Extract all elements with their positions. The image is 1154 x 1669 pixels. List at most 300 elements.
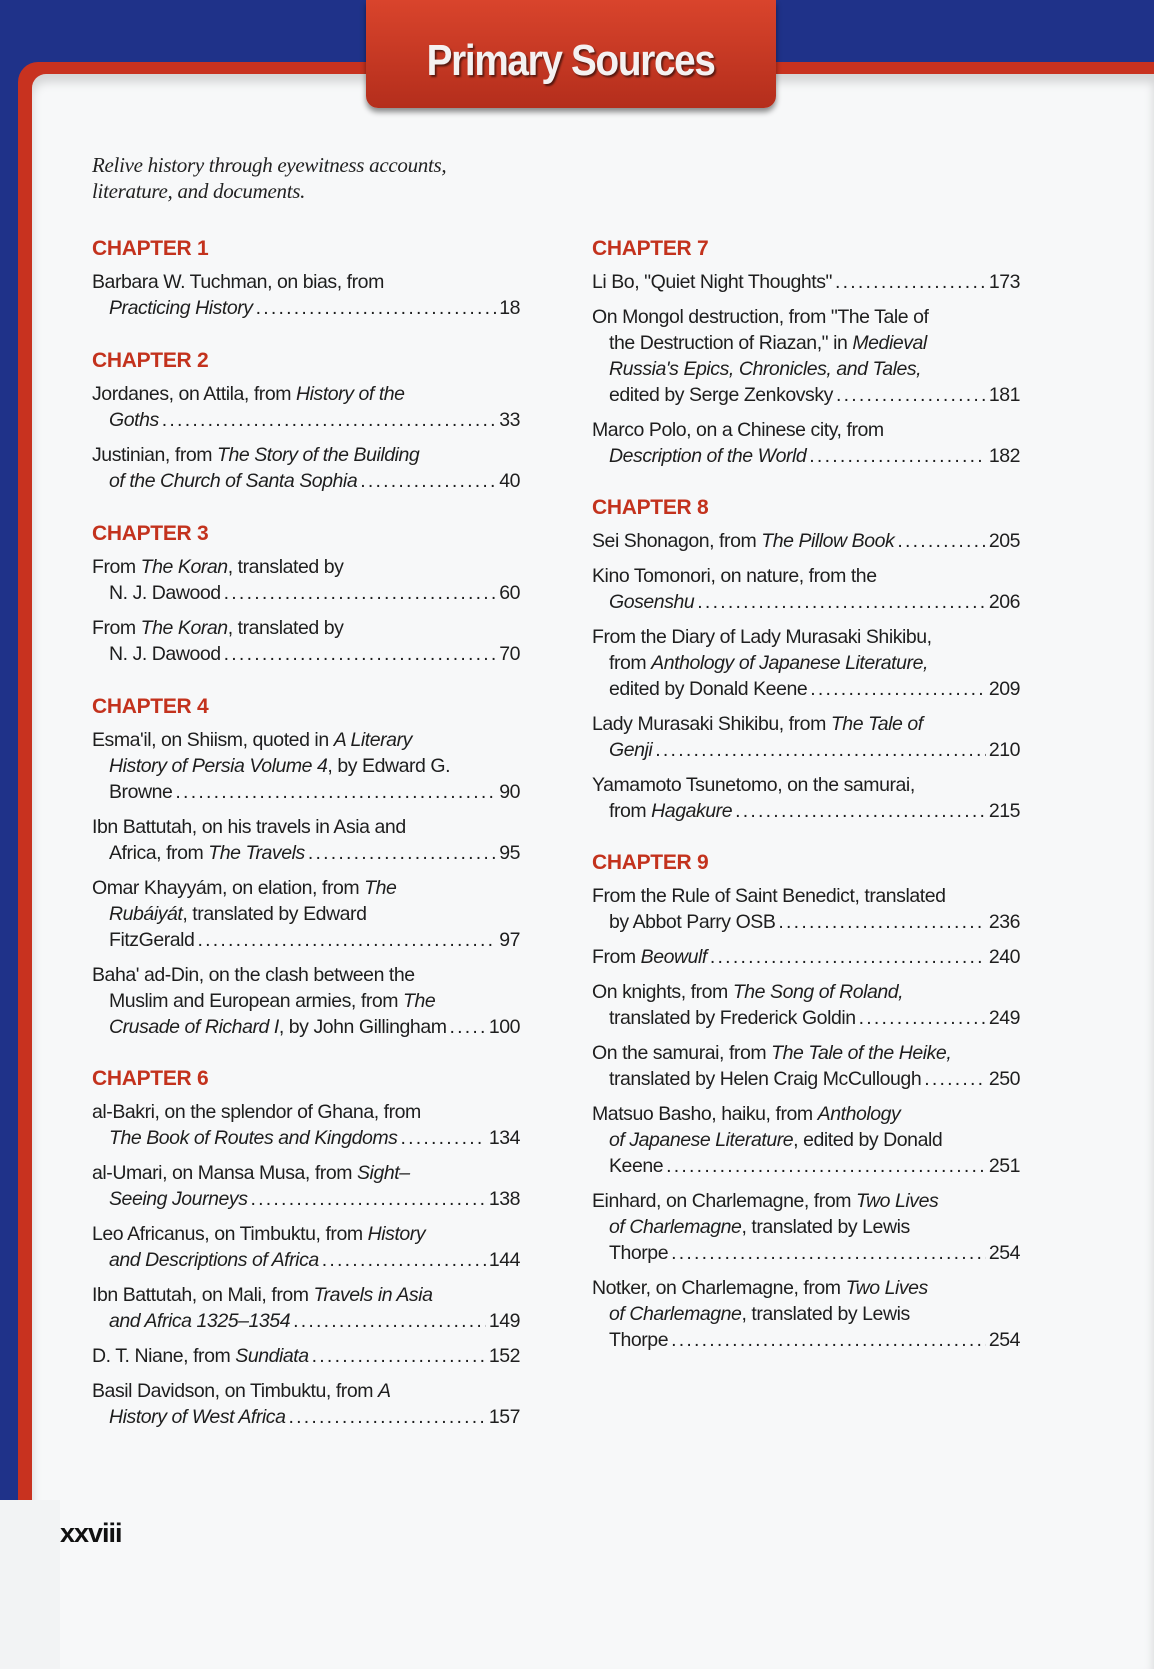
entry-text bbox=[609, 676, 807, 702]
entry-title-italic: and Africa 1325–1354 bbox=[109, 1310, 291, 1332]
entry-line bbox=[92, 840, 520, 866]
toc-entry[interactable] bbox=[592, 711, 1020, 763]
entry-title-italic: Gosenshu bbox=[609, 591, 695, 613]
intro-text bbox=[92, 152, 446, 204]
dot-leader bbox=[360, 468, 496, 494]
entry-text bbox=[92, 1099, 421, 1125]
entry-line bbox=[592, 1101, 1020, 1127]
entry-text bbox=[609, 1327, 668, 1353]
dot-leader bbox=[293, 1308, 486, 1334]
toc-entry[interactable] bbox=[92, 615, 520, 667]
entry-text-segment: Marco Polo, on a Chinese city, from bbox=[592, 419, 884, 441]
entry-text bbox=[592, 883, 946, 909]
entry-text-segment: translated by Helen Craig McCullough bbox=[609, 1068, 922, 1090]
entry-line bbox=[592, 304, 1020, 330]
entry-line bbox=[92, 468, 520, 494]
chapter-heading: CHAPTER 3 bbox=[92, 522, 209, 545]
chapter-heading: CHAPTER 8 bbox=[592, 496, 709, 519]
entry-line bbox=[592, 563, 1020, 589]
entry-text bbox=[609, 1127, 942, 1153]
toc-entry[interactable] bbox=[92, 727, 520, 805]
toc-entry[interactable] bbox=[592, 563, 1020, 615]
toc-entry[interactable] bbox=[592, 417, 1020, 469]
entry-text bbox=[609, 589, 694, 615]
chapter-section bbox=[92, 695, 520, 1049]
entry-title-italic: The Book of Routes and Kingdoms bbox=[109, 1127, 398, 1149]
entry-title-italic: of Charlemagne bbox=[609, 1216, 742, 1238]
toc-entry[interactable] bbox=[92, 962, 520, 1040]
toc-entry[interactable] bbox=[592, 772, 1020, 824]
entry-page-number: 157 bbox=[488, 1406, 520, 1428]
entry-line bbox=[592, 883, 1020, 909]
toc-entry[interactable] bbox=[92, 814, 520, 866]
entry-page-number: 236 bbox=[988, 911, 1020, 933]
entry-line bbox=[92, 407, 520, 433]
entry-title-italic: A Literary bbox=[333, 729, 412, 751]
entry-line bbox=[592, 269, 1020, 295]
entry-text bbox=[592, 1101, 900, 1127]
entry-text bbox=[109, 779, 172, 805]
dot-leader bbox=[671, 1327, 986, 1353]
entry-text-segment: From the Diary of Lady Murasaki Shikibu, bbox=[592, 626, 932, 648]
entry-text bbox=[609, 330, 927, 356]
entry-line bbox=[592, 711, 1020, 737]
toc-entry[interactable] bbox=[92, 875, 520, 953]
entry-line bbox=[92, 615, 520, 641]
dot-leader bbox=[450, 1014, 486, 1040]
entry-line bbox=[592, 1240, 1020, 1266]
entry-text bbox=[609, 798, 732, 824]
entry-text-segment: Ibn Battutah, on Mali, from bbox=[92, 1284, 314, 1306]
chapter-section bbox=[92, 522, 520, 676]
entry-title-italic: Goths bbox=[109, 409, 159, 431]
entry-text-segment: Keene bbox=[609, 1155, 664, 1177]
dot-leader bbox=[251, 1186, 486, 1212]
entry-line bbox=[592, 979, 1020, 1005]
entry-title-italic: The Song of Roland, bbox=[732, 981, 904, 1003]
entry-text bbox=[92, 1343, 309, 1369]
dot-leader bbox=[671, 1240, 986, 1266]
entry-text bbox=[109, 407, 159, 433]
entry-title-italic: of the Church of Santa Sophia bbox=[109, 470, 358, 492]
dot-leader bbox=[308, 840, 496, 866]
toc-entry[interactable] bbox=[592, 624, 1020, 702]
entry-line bbox=[592, 1040, 1020, 1066]
entry-text-segment: Muslim and European armies, from bbox=[109, 990, 404, 1012]
entry-text bbox=[92, 1282, 432, 1308]
entry-line bbox=[92, 269, 520, 295]
entry-line bbox=[592, 443, 1020, 469]
entry-line bbox=[92, 779, 520, 805]
entry-line bbox=[592, 944, 1020, 970]
dot-leader bbox=[859, 1005, 986, 1031]
entry-text-segment: Lady Murasaki Shikibu, from bbox=[592, 713, 831, 735]
entry-text-segment: , by Edward G. bbox=[327, 755, 451, 777]
entry-text bbox=[609, 650, 928, 676]
entry-text-segment: From the Rule of Saint Benedict, translated bbox=[592, 885, 946, 907]
entry-text-segment: Notker, on Charlemagne, from bbox=[592, 1277, 846, 1299]
toc-entry[interactable] bbox=[92, 381, 520, 433]
entry-line bbox=[92, 295, 520, 321]
entry-text bbox=[109, 580, 221, 606]
entry-text bbox=[92, 1221, 425, 1247]
dot-leader bbox=[224, 641, 497, 667]
entry-line bbox=[92, 1282, 520, 1308]
entry-text bbox=[609, 1214, 910, 1240]
entry-text bbox=[609, 1005, 856, 1031]
toc-entry[interactable] bbox=[92, 1343, 520, 1369]
entry-text-segment: , translated by Lewis bbox=[741, 1216, 910, 1238]
entry-title-italic: The Koran bbox=[140, 617, 228, 639]
entry-title-italic: Sundiata bbox=[235, 1345, 309, 1367]
dot-leader bbox=[735, 798, 986, 824]
entry-line bbox=[92, 927, 520, 953]
entry-title-italic: Sight– bbox=[357, 1162, 410, 1184]
entry-line bbox=[92, 1160, 520, 1186]
entry-line bbox=[92, 753, 520, 779]
dot-leader bbox=[924, 1066, 986, 1092]
entry-line bbox=[92, 1378, 520, 1404]
chapter-heading: CHAPTER 9 bbox=[592, 851, 709, 874]
entry-text bbox=[109, 1125, 397, 1151]
entry-text bbox=[609, 909, 775, 935]
entry-text-segment: Ibn Battutah, on his travels in Asia and bbox=[92, 816, 406, 838]
entry-line bbox=[592, 1214, 1020, 1240]
entry-text-segment: Justinian, from bbox=[92, 444, 218, 466]
entry-page-number: 95 bbox=[499, 842, 520, 864]
dot-leader bbox=[697, 589, 986, 615]
entry-page-number: 18 bbox=[499, 297, 520, 319]
entry-text bbox=[92, 615, 343, 641]
entry-title-italic: Two Lives bbox=[855, 1190, 939, 1212]
entry-text bbox=[109, 753, 450, 779]
entry-text-segment: On knights, from bbox=[592, 981, 733, 1003]
entry-line bbox=[592, 330, 1020, 356]
entry-title-italic: A bbox=[378, 1380, 391, 1402]
dot-leader bbox=[162, 407, 496, 433]
entry-line bbox=[92, 554, 520, 580]
chapter-section bbox=[592, 496, 1020, 833]
entry-text-segment: Leo Africanus, on Timbuktu, from bbox=[92, 1223, 368, 1245]
entry-text-segment: al-Umari, on Mansa Musa, from bbox=[92, 1162, 357, 1184]
entry-text-segment: , translated by bbox=[227, 556, 344, 578]
entry-text bbox=[109, 641, 221, 667]
entry-line bbox=[592, 1066, 1020, 1092]
entry-line bbox=[592, 589, 1020, 615]
entry-text-segment: , by John Gillingham bbox=[278, 1016, 447, 1038]
entry-line bbox=[592, 772, 1020, 798]
dot-leader bbox=[400, 1125, 485, 1151]
entry-text bbox=[609, 737, 652, 763]
entry-page-number: 149 bbox=[488, 1310, 520, 1332]
entry-title-italic: Seeing Journeys bbox=[109, 1188, 248, 1210]
entry-page-number: 254 bbox=[988, 1242, 1020, 1264]
entry-text-segment: the Destruction of Riazan," in bbox=[609, 332, 853, 354]
entry-page-number: 251 bbox=[988, 1155, 1020, 1177]
entry-text-segment: by Abbot Parry OSB bbox=[609, 911, 776, 933]
entry-text bbox=[592, 528, 894, 554]
entry-line bbox=[92, 1247, 520, 1273]
entry-title-italic: History of the bbox=[296, 383, 405, 405]
entry-title-italic: Rubáiyát bbox=[109, 903, 183, 925]
entry-page-number: 173 bbox=[988, 271, 1020, 293]
dot-leader bbox=[836, 382, 986, 408]
entry-text bbox=[92, 269, 384, 295]
entry-line bbox=[92, 580, 520, 606]
toc-entry[interactable] bbox=[592, 304, 1020, 408]
toc-entry[interactable] bbox=[592, 1101, 1020, 1179]
entry-line bbox=[92, 1221, 520, 1247]
toc-entry[interactable] bbox=[592, 1188, 1020, 1266]
entry-title-italic: Travels in Asia bbox=[313, 1284, 433, 1306]
entry-title-italic: The bbox=[403, 990, 436, 1012]
entry-text-segment: From bbox=[92, 556, 141, 578]
entry-title-italic: The Tale of bbox=[830, 713, 923, 735]
entry-text bbox=[609, 1301, 910, 1327]
toc-entry[interactable] bbox=[92, 554, 520, 606]
entry-page-number: 250 bbox=[988, 1068, 1020, 1090]
entry-line bbox=[92, 442, 520, 468]
toc-entry[interactable] bbox=[92, 1378, 520, 1430]
entry-line bbox=[592, 798, 1020, 824]
dot-leader bbox=[810, 676, 986, 702]
dot-leader bbox=[897, 528, 986, 554]
entry-text-segment: from bbox=[609, 800, 652, 822]
entry-title-italic: The bbox=[364, 877, 397, 899]
dot-leader bbox=[710, 944, 986, 970]
toc-entry[interactable] bbox=[592, 944, 1020, 970]
entry-text bbox=[109, 1404, 285, 1430]
entry-line bbox=[92, 1308, 520, 1334]
entry-text-segment: Jordanes, on Attila, from bbox=[92, 383, 296, 405]
chapter-heading: CHAPTER 2 bbox=[92, 349, 209, 372]
chapter-heading: CHAPTER 6 bbox=[92, 1067, 209, 1090]
entry-text-segment: From bbox=[592, 946, 641, 968]
toc-entry[interactable] bbox=[592, 1275, 1020, 1353]
entry-text bbox=[109, 1308, 290, 1334]
entry-line bbox=[92, 1343, 520, 1369]
entry-page-number: 40 bbox=[499, 470, 520, 492]
entry-page-number: 206 bbox=[988, 591, 1020, 613]
dot-leader bbox=[655, 737, 986, 763]
entry-line bbox=[92, 901, 520, 927]
entry-title-italic: Anthology of Japanese Literature, bbox=[651, 652, 928, 674]
entry-page-number: 90 bbox=[499, 781, 520, 803]
entry-title-italic: Description of the World bbox=[609, 445, 807, 467]
entry-line bbox=[592, 1127, 1020, 1153]
entry-text bbox=[109, 1186, 248, 1212]
entry-text bbox=[92, 814, 406, 840]
entry-text-segment: N. J. Dawood bbox=[109, 582, 221, 604]
entry-title-italic: History of West Africa bbox=[109, 1406, 286, 1428]
entry-line bbox=[92, 1014, 520, 1040]
entry-page-number: 152 bbox=[488, 1345, 520, 1367]
toc-entry[interactable] bbox=[92, 1221, 520, 1273]
entry-page-number: 215 bbox=[988, 800, 1020, 822]
entry-text bbox=[109, 901, 367, 927]
entry-text-segment: FitzGerald bbox=[109, 929, 195, 951]
entry-text-segment: Kino Tomonori, on nature, from the bbox=[592, 565, 877, 587]
intro-line: Relive history through eyewitness accounts, bbox=[92, 153, 447, 177]
dot-leader bbox=[175, 779, 496, 805]
entry-page-number: 70 bbox=[499, 643, 520, 665]
entry-text-segment: Browne bbox=[109, 781, 173, 803]
entry-title-italic: Russia's Epics, Chronicles, and Tales, bbox=[609, 358, 922, 380]
entry-text bbox=[592, 624, 932, 650]
toc-entry[interactable] bbox=[92, 1099, 520, 1151]
entry-title-italic: Two Lives bbox=[845, 1277, 928, 1299]
entry-text bbox=[592, 979, 903, 1005]
page-title: Primary Sources bbox=[427, 36, 715, 85]
entry-title-italic: The Pillow Book bbox=[761, 530, 895, 552]
entry-text bbox=[592, 944, 707, 970]
entry-title-italic: and Descriptions of Africa bbox=[109, 1249, 319, 1271]
dot-leader bbox=[224, 580, 497, 606]
entry-text-segment: , translated by Edward bbox=[182, 903, 367, 925]
entry-page-number: 182 bbox=[988, 445, 1020, 467]
entry-text bbox=[109, 1247, 319, 1273]
entry-page-number: 100 bbox=[488, 1016, 520, 1038]
entry-line bbox=[92, 988, 520, 1014]
dot-leader bbox=[197, 927, 496, 953]
entry-text-segment: Barbara W. Tuchman, on bias, from bbox=[92, 271, 384, 293]
entry-text bbox=[109, 988, 435, 1014]
entry-text bbox=[592, 417, 884, 443]
entry-text-segment: From bbox=[92, 617, 141, 639]
chapter-section bbox=[92, 349, 520, 503]
entry-text-segment: On the samurai, from bbox=[592, 1042, 772, 1064]
toc-entry[interactable] bbox=[592, 1040, 1020, 1092]
entry-text-segment: edited by Donald Keene bbox=[609, 678, 808, 700]
entry-text-segment: from bbox=[609, 652, 652, 674]
entry-text bbox=[92, 1160, 410, 1186]
entry-text bbox=[592, 711, 923, 737]
entry-text bbox=[609, 1066, 921, 1092]
dot-leader bbox=[322, 1247, 486, 1273]
toc-entry[interactable] bbox=[592, 528, 1020, 554]
entry-text bbox=[92, 554, 343, 580]
entry-title-italic: History bbox=[367, 1223, 426, 1245]
entry-text-segment: D. T. Niane, from bbox=[92, 1345, 236, 1367]
toc-entry[interactable] bbox=[592, 979, 1020, 1031]
entry-line bbox=[592, 737, 1020, 763]
entry-line bbox=[592, 909, 1020, 935]
toc-entry[interactable] bbox=[92, 269, 520, 321]
dot-leader bbox=[809, 443, 986, 469]
chapter-section bbox=[92, 237, 520, 330]
entry-title-italic: of Charlemagne bbox=[609, 1303, 742, 1325]
chapter-section bbox=[592, 851, 1020, 1362]
entry-text bbox=[609, 1153, 663, 1179]
entry-text-segment: Baha' ad-Din, on the clash between the bbox=[92, 964, 415, 986]
entry-text bbox=[609, 1240, 668, 1266]
entry-text bbox=[592, 772, 915, 798]
title-banner bbox=[366, 0, 776, 108]
entry-text bbox=[592, 563, 877, 589]
entry-page-number: 97 bbox=[499, 929, 520, 951]
entry-text bbox=[609, 356, 921, 382]
entry-page-number: 144 bbox=[488, 1249, 520, 1271]
entry-text-segment: al-Bakri, on the splendor of Ghana, from bbox=[92, 1101, 421, 1123]
entry-text bbox=[592, 269, 832, 295]
entry-text-segment: Africa, from bbox=[109, 842, 209, 864]
entry-text-segment: Basil Davidson, on Timbuktu, from bbox=[92, 1380, 378, 1402]
entry-text bbox=[92, 1378, 391, 1404]
entry-page-number: 240 bbox=[988, 946, 1020, 968]
entry-text bbox=[109, 295, 253, 321]
chapter-section bbox=[92, 1067, 520, 1439]
entry-line bbox=[92, 727, 520, 753]
entry-line bbox=[92, 1125, 520, 1151]
dot-leader bbox=[312, 1343, 486, 1369]
entry-page-number: 210 bbox=[988, 739, 1020, 761]
toc-entry[interactable] bbox=[92, 1282, 520, 1334]
entry-line bbox=[592, 1301, 1020, 1327]
entry-text-segment: edited by Serge Zenkovsky bbox=[609, 384, 833, 406]
entry-line bbox=[92, 641, 520, 667]
chapter-heading: CHAPTER 4 bbox=[92, 695, 209, 718]
entry-title-italic: Genji bbox=[609, 739, 653, 761]
toc-entry[interactable] bbox=[592, 883, 1020, 935]
entry-page-number: 249 bbox=[988, 1007, 1020, 1029]
entry-line bbox=[592, 1275, 1020, 1301]
dot-leader bbox=[835, 269, 986, 295]
entry-page-number: 181 bbox=[988, 384, 1020, 406]
entry-text bbox=[109, 1014, 447, 1040]
entry-title-italic: Crusade of Richard I bbox=[109, 1016, 279, 1038]
entry-line bbox=[592, 382, 1020, 408]
entry-text-segment: , translated by Lewis bbox=[741, 1303, 910, 1325]
entry-text-segment: Li Bo, "Quiet Night Thoughts" bbox=[592, 271, 832, 293]
entry-line bbox=[592, 417, 1020, 443]
entry-line bbox=[92, 875, 520, 901]
entry-line bbox=[592, 624, 1020, 650]
entry-text bbox=[109, 927, 194, 953]
entry-text bbox=[92, 381, 405, 407]
entry-title-italic: The Travels bbox=[208, 842, 305, 864]
entry-text-segment: , edited by Donald bbox=[793, 1129, 943, 1151]
entry-text-segment: Omar Khayyám, on elation, from bbox=[92, 877, 365, 899]
entry-text-segment: Einhard, on Charlemagne, from bbox=[592, 1190, 856, 1212]
entry-text bbox=[592, 1188, 938, 1214]
entry-title-italic: of Japanese Literature bbox=[609, 1129, 794, 1151]
entry-text bbox=[609, 443, 806, 469]
entry-page-number: 33 bbox=[499, 409, 520, 431]
entry-line bbox=[92, 1404, 520, 1430]
page-corner bbox=[0, 1500, 60, 1669]
toc-entry[interactable] bbox=[92, 1160, 520, 1212]
entry-text bbox=[92, 962, 415, 988]
entry-text-segment: Sei Shonagon, from bbox=[592, 530, 762, 552]
entry-page-number: 138 bbox=[488, 1188, 520, 1210]
entry-title-italic: Anthology bbox=[817, 1103, 901, 1125]
entry-line bbox=[92, 814, 520, 840]
entry-line bbox=[592, 528, 1020, 554]
entry-text-segment: Esma'il, on Shiism, quoted in bbox=[92, 729, 334, 751]
entry-text bbox=[109, 840, 305, 866]
entry-line bbox=[92, 962, 520, 988]
dot-leader bbox=[666, 1153, 986, 1179]
entry-line bbox=[92, 1099, 520, 1125]
entry-text-segment: On Mongol destruction, from "The Tale of bbox=[592, 306, 929, 328]
toc-entry[interactable] bbox=[92, 442, 520, 494]
intro-line: literature, and documents. bbox=[92, 179, 306, 203]
entry-page-number: 254 bbox=[988, 1329, 1020, 1351]
toc-entry[interactable] bbox=[592, 269, 1020, 295]
entry-text-segment: Thorpe bbox=[609, 1329, 669, 1351]
entry-text-segment: Matsuo Basho, haiku, from bbox=[592, 1103, 818, 1125]
entry-page-number: 60 bbox=[499, 582, 520, 604]
